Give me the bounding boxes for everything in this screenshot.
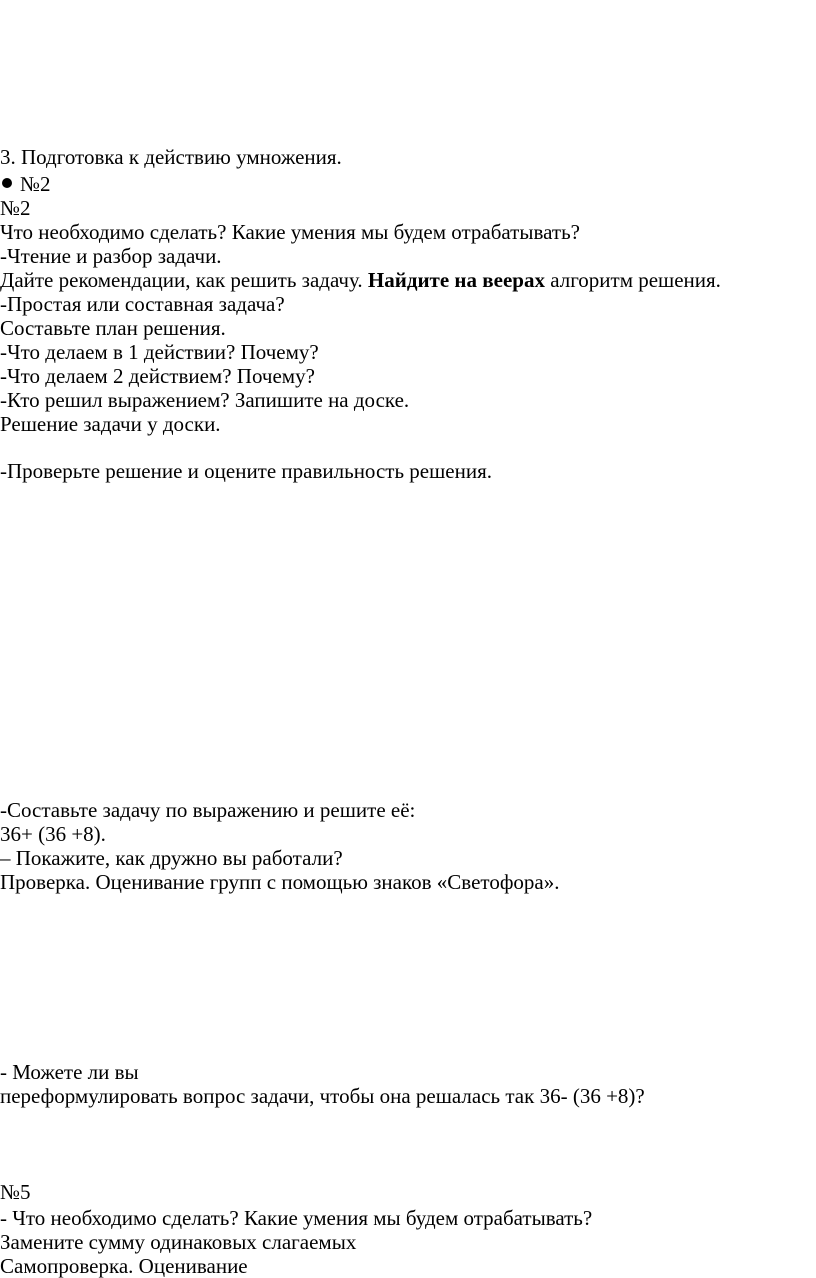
- expression-line: -Кто решил выражением? Запишите на доске.: [0, 388, 410, 412]
- bullet-dot-icon: [2, 178, 12, 188]
- question-what-to-do: Что необходимо сделать? Какие умения мы будем отрабатывать?: [0, 220, 580, 244]
- can-you-line: - Можете ли вы: [0, 1060, 139, 1084]
- board-solution: Решение задачи у доски.: [0, 412, 221, 436]
- question-what-to-do-2: - Что необходимо сделать? Какие умения мы будем отрабатывать?: [0, 1206, 593, 1230]
- task5-label: №5: [0, 1180, 31, 1204]
- self-check: Самопроверка. Оценивание: [0, 1254, 248, 1278]
- section-title: 3. Подготовка к действию умножения.: [0, 145, 342, 169]
- task2-label: №2: [0, 196, 31, 220]
- replace-sum: Замените сумму одинаковых слагаемых: [0, 1230, 357, 1254]
- recommendation-suffix: алгоритм решения.: [544, 268, 721, 292]
- check-groups: Проверка. Оценивание групп с помощью знаков «Светофора».: [0, 870, 560, 894]
- simple-or-compound: -Простая или составная задача?: [0, 292, 285, 316]
- recommendation-line: [0, 268, 721, 292]
- bullet-item: [0, 172, 51, 196]
- expression-value: 36+ (36 +8).: [0, 822, 106, 846]
- check-solution: -Проверьте решение и оцените правильность решения.: [0, 459, 492, 483]
- bullet-task-label: №2: [20, 172, 51, 196]
- reading-line: -Чтение и разбор задачи.: [0, 244, 222, 268]
- reformulate-line: переформулировать вопрос задачи, чтобы она решалась так 36- (36 +8)?: [0, 1084, 645, 1108]
- show-teamwork: – Покажите, как дружно вы работали?: [0, 846, 343, 870]
- make-plan: Составьте план решения.: [0, 316, 226, 340]
- step-two: -Что делаем 2 действием? Почему?: [0, 364, 315, 388]
- compose-task: -Составьте задачу по выражению и решите её:: [0, 798, 416, 822]
- recommendation-prefix: Дайте рекомендации, как решить задачу.: [0, 268, 368, 292]
- step-one: -Что делаем в 1 действии? Почему?: [0, 340, 319, 364]
- recommendation-bold: Найдите на веерах: [367, 268, 545, 292]
